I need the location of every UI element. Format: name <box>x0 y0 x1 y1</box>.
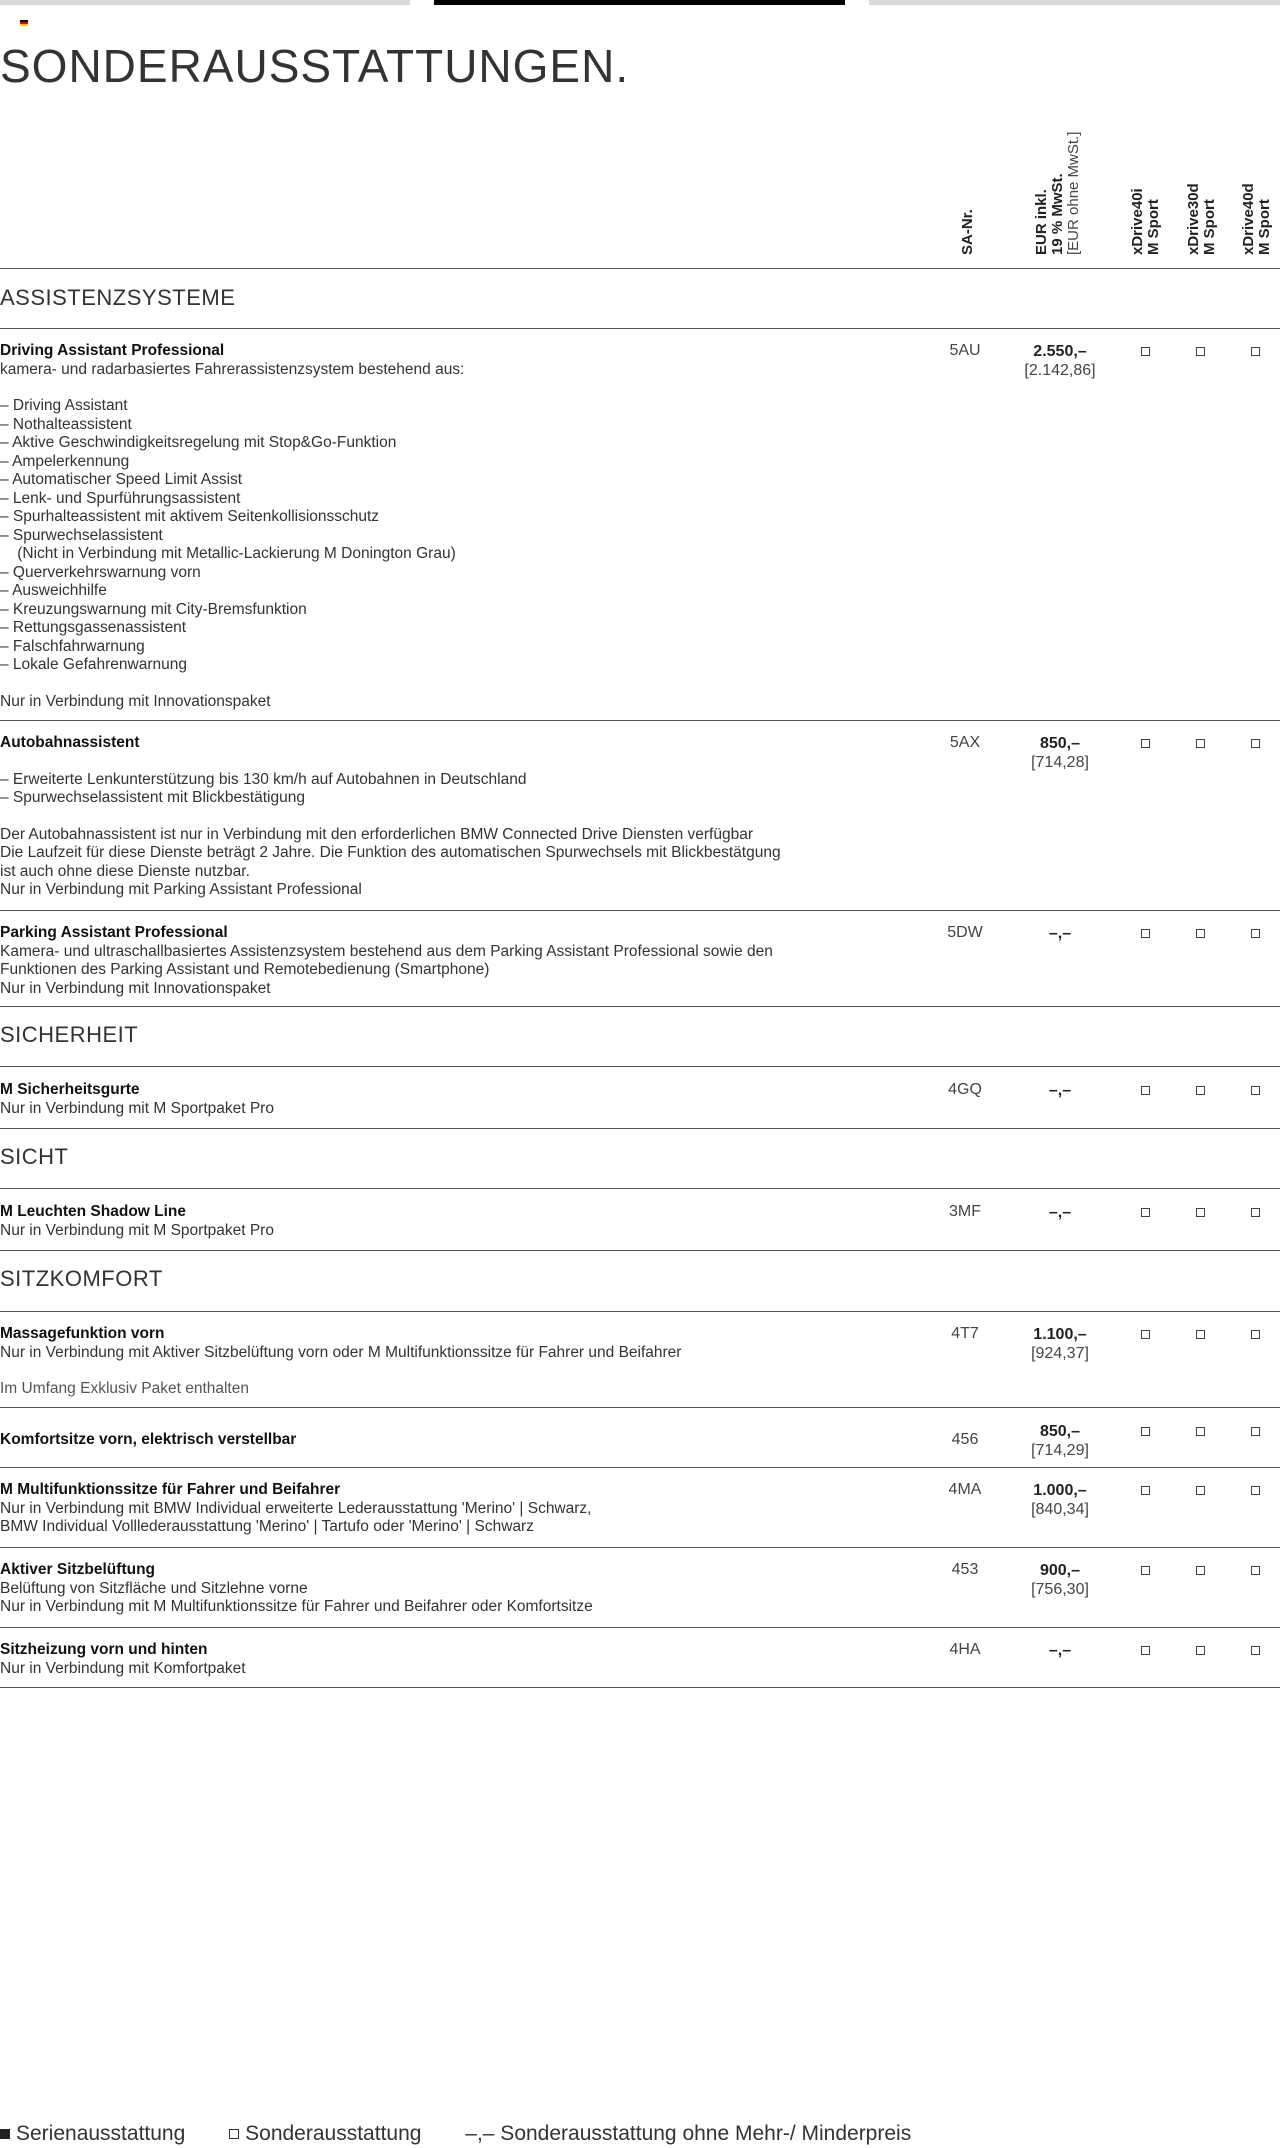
price-gross: 850,– <box>1039 735 1081 752</box>
option-note: Nur in Verbindung mit Aktiver Sitzbelüftung vorn oder M Multifunktionssitze für Fahrer und Beifahrer <box>0 1343 682 1361</box>
column-header-model-1 <box>1130 188 1162 255</box>
feature-item: – Querverkehrswarnung vorn <box>0 563 201 581</box>
feature-item: – Nothalteassistent <box>0 415 132 433</box>
option-description <box>0 1325 930 1399</box>
optional-equipment-icon <box>1196 1646 1205 1655</box>
option-name: Sitzheizung vorn und hinten <box>0 1641 208 1658</box>
option-name: M Multifunktionssitze für Fahrer und Beifahrer <box>0 1481 341 1498</box>
optional-equipment-icon <box>1251 929 1260 938</box>
option-description <box>0 342 930 711</box>
model-3-variant: M Sport <box>1256 199 1273 255</box>
optional-equipment-icon <box>1196 1086 1205 1095</box>
price <box>1010 1561 1110 1599</box>
option-note: Nur in Verbindung mit M Sportpaket Pro <box>0 1221 274 1239</box>
price-gross: 1.000,– <box>1033 1482 1087 1499</box>
section-title-sicherheit: SICHERHEIT <box>0 1022 139 1047</box>
option-note: Nur in Verbindung mit M Sportpaket Pro <box>0 1099 274 1117</box>
option-description <box>0 1431 930 1450</box>
price-net: [714,28] <box>1031 754 1089 771</box>
price-gross: –,– <box>1048 1642 1072 1659</box>
feature-item: – Spurhalteassistent mit aktivem Seitenkollisionsschutz <box>0 508 380 525</box>
feature-item: – Driving Assistant <box>0 397 128 414</box>
optional-equipment-icon <box>1141 739 1150 748</box>
divider <box>0 1250 1280 1251</box>
feature-item: – Spurwechselassistent <box>0 526 163 544</box>
model-2-name: xDrive30d <box>1185 183 1202 255</box>
divider <box>0 1687 1280 1688</box>
option-line: Funktionen des Parking Assistant und Remotebedienung (Smartphone) <box>0 961 490 978</box>
progress-segment-3 <box>869 0 1280 5</box>
divider <box>0 1407 1280 1408</box>
divider <box>0 1006 1280 1007</box>
feature-item: – Lenk- und Spurführungsassistent <box>0 489 241 507</box>
optional-equipment-icon <box>1196 1566 1205 1575</box>
price <box>1010 1641 1110 1660</box>
option-note: Nur in Verbindung mit Komfortpaket <box>0 1659 246 1677</box>
optional-equipment-icon <box>229 2129 239 2139</box>
optional-equipment-icon <box>1141 1086 1150 1095</box>
model-2-variant: M Sport <box>1201 199 1218 255</box>
optional-equipment-icon <box>1196 347 1205 356</box>
sa-number: 4GQ <box>948 1081 982 1098</box>
price-gross: –,– <box>1048 1204 1072 1221</box>
model-1-name: xDrive40i <box>1129 188 1146 255</box>
option-description <box>0 1081 930 1118</box>
option-description <box>0 1203 930 1240</box>
optional-equipment-icon <box>1141 1427 1150 1436</box>
price <box>1010 1203 1110 1222</box>
page-title: SONDERAUSSTATTUNGEN. <box>0 40 630 92</box>
price-net: [840,34] <box>1031 1501 1089 1518</box>
option-name: Parking Assistant Professional <box>0 924 228 941</box>
price <box>1010 1081 1110 1100</box>
price-gross: 1.100,– <box>1033 1326 1087 1343</box>
sa-number: 5AU <box>949 342 981 359</box>
price-gross: 850,– <box>1039 1423 1081 1440</box>
option-name: Aktiver Sitzbelüftung <box>0 1561 156 1578</box>
column-header-price-line2: 19 % MwSt. <box>1049 173 1066 255</box>
price <box>1010 734 1110 772</box>
model-1-variant: M Sport <box>1145 199 1162 255</box>
option-note: Die Laufzeit für diese Dienste beträgt 2 Jahre. Die Funktion des automatischen Spurwechsels mit Blickbestätgung <box>0 844 781 861</box>
sa-number: 5AX <box>949 734 981 751</box>
optional-equipment-icon <box>1251 1646 1260 1655</box>
price <box>1010 342 1110 380</box>
option-note: Nur in Verbindung mit M Multifunktionssitze für Fahrer und Beifahrer oder Komfortsitze <box>0 1598 593 1615</box>
sa-number: 5DW <box>947 924 983 941</box>
price-gross: 900,– <box>1039 1562 1081 1579</box>
standard-equipment-icon <box>0 2129 10 2139</box>
price-gross: –,– <box>1048 925 1072 942</box>
column-header-sa <box>960 209 976 255</box>
progress-segment-2-active <box>434 0 845 5</box>
option-name: Autobahnassistent <box>0 734 140 751</box>
section-title-sitzkomfort: SITZKOMFORT <box>0 1266 163 1291</box>
sa-number: 453 <box>951 1561 979 1578</box>
option-note: Nur in Verbindung mit Parking Assistant Professional <box>0 881 362 898</box>
progress-segment-1 <box>0 0 410 5</box>
feature-item: – Ampelerkennung <box>0 452 130 470</box>
option-note: Nur in Verbindung mit Innovationspaket <box>0 979 271 997</box>
feature-item: – Erweiterte Lenkunterstützung bis 130 km/h auf Autobahnen in Deutschland <box>0 770 527 788</box>
divider <box>0 1467 1280 1468</box>
legend <box>0 2122 949 2146</box>
optional-equipment-icon <box>1141 347 1150 356</box>
option-note: ist auch ohne diese Dienste nutzbar. <box>0 862 250 880</box>
page-progress-bar <box>0 0 1280 6</box>
legend-item-sonder <box>229 2122 421 2145</box>
feature-item: – Automatischer Speed Limit Assist <box>0 471 243 488</box>
optional-equipment-icon <box>1141 1486 1150 1495</box>
optional-equipment-icon <box>1141 1646 1150 1655</box>
optional-equipment-icon <box>1196 739 1205 748</box>
sa-number: 4MA <box>948 1481 982 1498</box>
optional-equipment-icon <box>1251 1427 1260 1436</box>
feature-item: (Nicht in Verbindung mit Metallic-Lackierung M Donington Grau) <box>0 545 456 562</box>
feature-item: – Aktive Geschwindigkeitsregelung mit Stop&Go-Funktion <box>0 434 397 451</box>
feature-item: – Spurwechselassistent mit Blickbestätigung <box>0 789 305 806</box>
price-net: [924,37] <box>1031 1345 1089 1362</box>
legend-item-serie <box>0 2122 185 2145</box>
optional-equipment-icon <box>1196 1486 1205 1495</box>
sa-number: 456 <box>951 1431 979 1448</box>
price-gross: 2.550,– <box>1033 343 1087 360</box>
sa-number: 3MF <box>949 1203 981 1220</box>
option-intro: kamera- und radarbasiertes Fahrerassistenzsystem bestehend aus: <box>0 360 465 378</box>
feature-item: – Rettungsgassenassistent <box>0 619 187 636</box>
column-header-sa-label: SA-Nr. <box>959 209 976 255</box>
optional-equipment-icon <box>1251 1330 1260 1339</box>
price <box>1010 1325 1110 1363</box>
price <box>1010 924 1110 943</box>
option-line: Belüftung von Sitzfläche und Sitzlehne vorne <box>0 1579 308 1597</box>
legend-label: Serienausstattung <box>16 2122 186 2145</box>
legend-item-ohne: –,– Sonderausstattung ohne Mehr-/ Minderpreis <box>465 2122 912 2145</box>
legend-label: Sonderausstattung <box>245 2122 422 2145</box>
feature-item: – Lokale Gefahrenwarnung <box>0 656 187 673</box>
option-note: Nur in Verbindung mit BMW Individual erweiterte Lederausstattung 'Merino' | Schwarz, <box>0 1499 592 1517</box>
option-note: BMW Individual Volllederausstattung 'Merino' | Tartufo oder 'Merino' | Schwarz <box>0 1518 534 1535</box>
optional-equipment-icon <box>1141 1208 1150 1217</box>
column-header-price-line1: EUR inkl. <box>1033 189 1050 255</box>
divider <box>0 1627 1280 1628</box>
optional-equipment-icon <box>1251 1566 1260 1575</box>
divider <box>0 328 1280 329</box>
section-title-sicht: SICHT <box>0 1144 69 1169</box>
option-description <box>0 1561 930 1617</box>
section-title-assistenz: ASSISTENZSYSTEME <box>0 285 236 310</box>
option-name: M Sicherheitsgurte <box>0 1081 140 1098</box>
german-flag-icon <box>20 20 28 26</box>
option-note: Der Autobahnassistent ist nur in Verbindung mit den erforderlichen BMW Connected Drive Diensten verfügbar <box>0 825 754 843</box>
divider <box>0 1547 1280 1548</box>
option-name: Driving Assistant Professional <box>0 342 225 359</box>
feature-item: – Falschfahrwarnung <box>0 637 145 655</box>
optional-equipment-icon <box>1251 1086 1260 1095</box>
option-description <box>0 924 930 998</box>
optional-equipment-icon <box>1251 1486 1260 1495</box>
divider <box>0 1066 1280 1067</box>
optional-equipment-icon <box>1141 1566 1150 1575</box>
divider <box>0 1128 1280 1129</box>
column-header-price <box>1034 132 1082 255</box>
sa-number: 4T7 <box>951 1325 979 1342</box>
price-net: [714,29] <box>1031 1442 1089 1459</box>
optional-equipment-icon <box>1196 1208 1205 1217</box>
column-header-model-3 <box>1241 183 1273 255</box>
divider <box>0 1188 1280 1189</box>
model-3-name: xDrive40d <box>1240 183 1257 255</box>
option-name: Komfortsitze vorn, elektrisch verstellbar <box>0 1431 297 1448</box>
price-net: [756,30] <box>1031 1581 1089 1598</box>
optional-equipment-icon <box>1251 1208 1260 1217</box>
optional-equipment-icon <box>1141 1330 1150 1339</box>
option-description <box>0 1641 930 1678</box>
price-gross: –,– <box>1048 1082 1072 1099</box>
option-note: Nur in Verbindung mit Innovationspaket <box>0 692 271 710</box>
sa-number: 4HA <box>949 1641 981 1658</box>
feature-item: – Ausweichhilfe <box>0 582 107 599</box>
option-description <box>0 734 930 900</box>
option-description <box>0 1481 930 1537</box>
divider <box>0 720 1280 721</box>
price <box>1010 1481 1110 1519</box>
column-header-price-line3: [EUR ohne MwSt.] <box>1065 131 1082 255</box>
feature-item: – Kreuzungswarnung mit City-Bremsfunktion <box>0 600 307 618</box>
optional-equipment-icon <box>1196 1330 1205 1339</box>
optional-equipment-icon <box>1196 1427 1205 1436</box>
price-net: [2.142,86] <box>1024 362 1096 379</box>
price <box>1010 1422 1110 1460</box>
optional-equipment-icon <box>1196 929 1205 938</box>
column-header-model-2 <box>1186 183 1218 255</box>
header-divider <box>0 268 1280 269</box>
divider <box>0 910 1280 911</box>
optional-equipment-icon <box>1141 929 1150 938</box>
option-line: Kamera- und ultraschallbasiertes Assistenzsystem bestehend aus dem Parking Assistant Professional sowie den <box>0 942 773 960</box>
option-name: Massagefunktion vorn <box>0 1325 165 1342</box>
option-name: M Leuchten Shadow Line <box>0 1203 187 1220</box>
optional-equipment-icon <box>1251 347 1260 356</box>
optional-equipment-icon <box>1251 739 1260 748</box>
option-note: Im Umfang Exklusiv Paket enthalten <box>0 1380 249 1397</box>
divider <box>0 1311 1280 1312</box>
